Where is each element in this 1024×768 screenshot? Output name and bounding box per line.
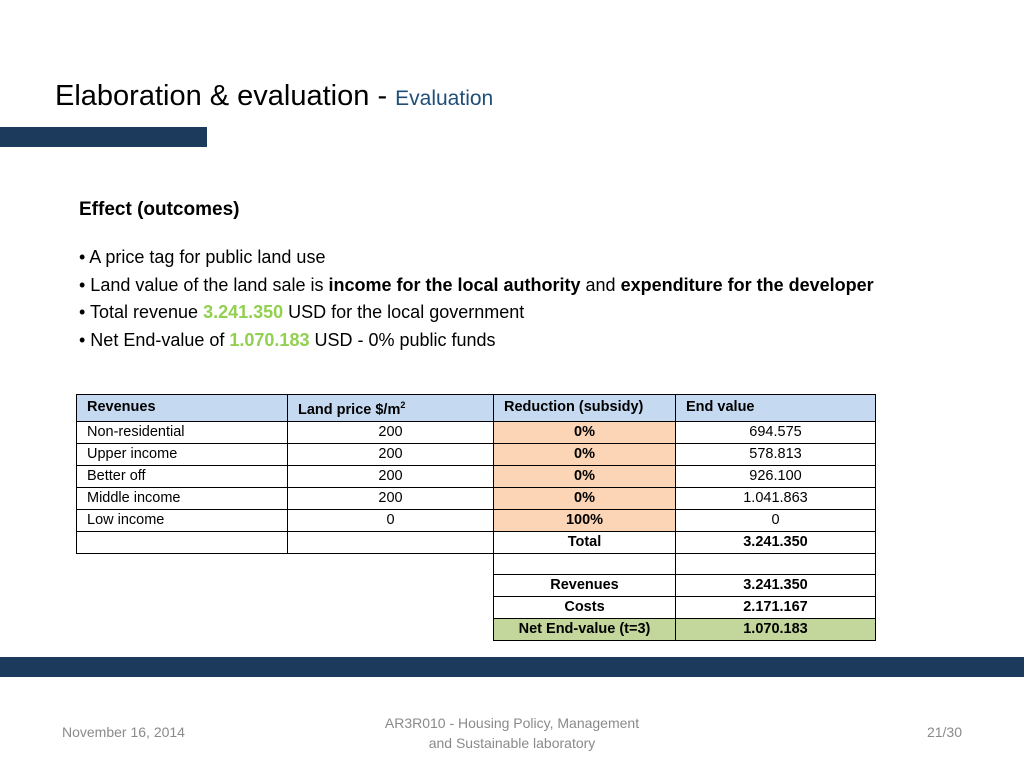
bullet-land-value-mid: and bbox=[580, 274, 621, 295]
row-price: 200 bbox=[288, 487, 494, 509]
blank-cell bbox=[77, 553, 288, 575]
bullet-land-value-income: income for the local authority bbox=[328, 274, 581, 295]
bullet-land-value-pre: • Land value of the land sale is bbox=[79, 274, 329, 295]
summary-net-row bbox=[77, 619, 876, 641]
total-value: 3.241.350 bbox=[676, 531, 876, 553]
bullet-total-revenue-value: 3.241.350 bbox=[203, 302, 284, 322]
row-end-value: 926.100 bbox=[676, 465, 876, 487]
row-end-value: 0 bbox=[676, 509, 876, 531]
summary-net-value: 1.070.183 bbox=[676, 619, 876, 641]
blank-cell bbox=[288, 619, 494, 641]
header-reduction: Reduction (subsidy) bbox=[494, 395, 676, 422]
total-empty-cell bbox=[288, 531, 494, 553]
table-row bbox=[77, 487, 876, 509]
footer-page-number: 21/30 bbox=[926, 724, 962, 740]
footer-course bbox=[360, 713, 664, 753]
bullet-net-end-value-value: 1.070.183 bbox=[229, 329, 310, 350]
bottom-accent-bar bbox=[0, 657, 1024, 677]
table-header-row bbox=[77, 395, 876, 422]
row-price: 200 bbox=[288, 421, 494, 443]
summary-revenues-label: Revenues bbox=[494, 575, 676, 597]
footer-course-line1: AR3R010 - Housing Policy, Management bbox=[384, 715, 640, 731]
bullet-net-end-value bbox=[79, 327, 889, 355]
header-land-price bbox=[288, 395, 494, 422]
row-reduction: 0% bbox=[494, 421, 676, 443]
row-name: Non-residential bbox=[77, 421, 288, 443]
row-name: Middle income bbox=[77, 487, 288, 509]
blank-cell bbox=[288, 575, 494, 597]
total-label: Total bbox=[494, 531, 676, 553]
row-price: 200 bbox=[288, 465, 494, 487]
bullet-land-value bbox=[79, 272, 889, 300]
spacer-row bbox=[77, 553, 876, 575]
table-row bbox=[77, 509, 876, 531]
row-reduction: 0% bbox=[494, 465, 676, 487]
header-end-value: End value bbox=[676, 395, 876, 422]
row-price: 0 bbox=[288, 509, 494, 531]
spacer-cell bbox=[676, 553, 876, 575]
blank-cell bbox=[77, 597, 288, 619]
bullet-net-end-value-pre: • Net End-value of bbox=[79, 329, 230, 350]
row-reduction: 0% bbox=[494, 443, 676, 465]
table-row bbox=[77, 443, 876, 465]
section-heading: Effect (outcomes) bbox=[79, 199, 240, 220]
summary-costs-row bbox=[77, 597, 876, 619]
total-empty-cell bbox=[77, 531, 288, 553]
row-name: Better off bbox=[77, 465, 288, 487]
summary-revenues-row bbox=[77, 575, 876, 597]
bullet-land-value-expenditure: expenditure for the developer bbox=[620, 274, 874, 295]
footer-date: November 16, 2014 bbox=[62, 724, 185, 740]
header-revenues: Revenues bbox=[77, 395, 288, 422]
bullet-price-tag: • A price tag for public land use bbox=[79, 247, 326, 267]
summary-costs-value: 2.171.167 bbox=[676, 597, 876, 619]
row-end-value: 1.041.863 bbox=[676, 487, 876, 509]
blank-cell bbox=[77, 619, 288, 641]
row-price: 200 bbox=[288, 443, 494, 465]
header-land-price-label: Land price $/m bbox=[298, 401, 401, 418]
footer-course-line2: and Sustainable laboratory bbox=[428, 735, 596, 751]
summary-costs-label: Costs bbox=[494, 597, 676, 619]
slide-title-sub: Evaluation bbox=[395, 87, 494, 110]
bullet-list bbox=[79, 244, 889, 354]
bullet-total-revenue-post: USD for the local government bbox=[283, 302, 525, 322]
spacer-cell bbox=[494, 553, 676, 575]
slide-title-main: Elaboration & evaluation - bbox=[55, 80, 396, 112]
summary-net-label: Net End-value (t=3) bbox=[494, 619, 676, 641]
blank-cell bbox=[288, 597, 494, 619]
row-name: Upper income bbox=[77, 443, 288, 465]
row-reduction: 0% bbox=[494, 487, 676, 509]
table-row bbox=[77, 465, 876, 487]
summary-revenues-value: 3.241.350 bbox=[676, 575, 876, 597]
row-reduction: 100% bbox=[494, 509, 676, 531]
bullet-net-end-value-post: USD - 0% public funds bbox=[309, 329, 496, 350]
row-end-value: 578.813 bbox=[676, 443, 876, 465]
table-row bbox=[77, 421, 876, 443]
blank-cell bbox=[77, 575, 288, 597]
bullet-total-revenue bbox=[79, 299, 889, 327]
slide-title bbox=[55, 78, 493, 117]
header-land-price-sup: 2 bbox=[400, 400, 406, 410]
blank-cell bbox=[288, 553, 494, 575]
top-accent-bar bbox=[0, 127, 207, 147]
total-row bbox=[77, 531, 876, 553]
revenue-table bbox=[76, 394, 876, 641]
bullet-total-revenue-pre: • Total revenue bbox=[79, 302, 204, 322]
row-name: Low income bbox=[77, 509, 288, 531]
row-end-value: 694.575 bbox=[676, 421, 876, 443]
